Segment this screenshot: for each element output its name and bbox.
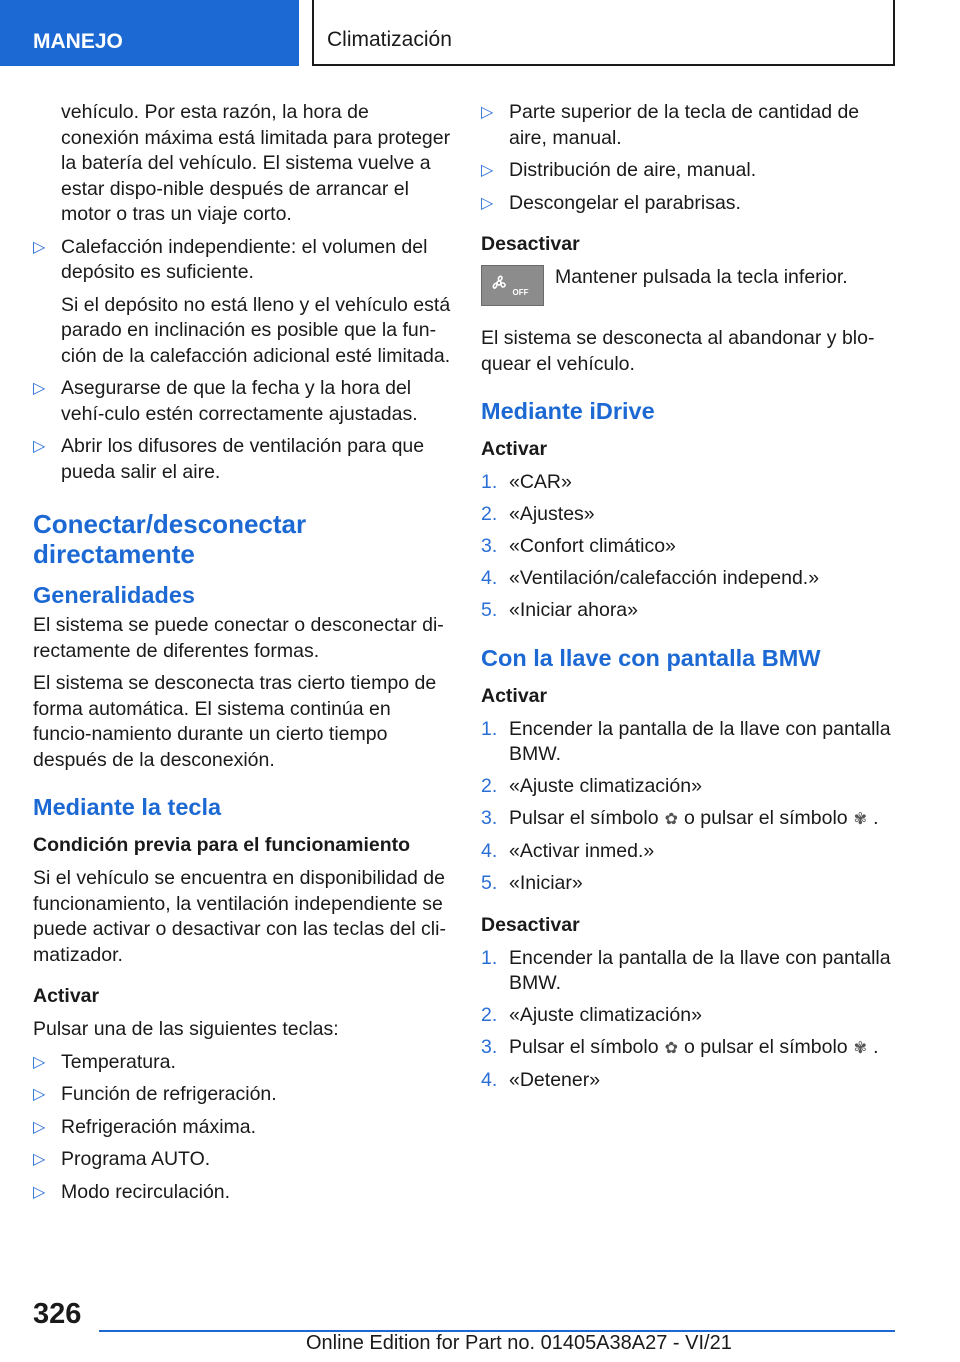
fan-heat-icon: ✾ [853,1040,868,1057]
list-item: ▷ Asegurarse de que la fecha y la hora del vehí-culo estén correctamente ajustadas. [33,377,418,425]
general-paragraph-1: El sistema se puede conectar o desconectar di-rectamente de diferentes formas. [33,614,444,662]
list-item: ▷ Distribución de aire, manual. [481,158,901,184]
right-column [481,100,901,1100]
list-item: ▷ Descongelar el parabrisas. [481,191,901,217]
list-item: 2. «Ajustes» [481,503,595,525]
heading-idrive: Mediante iDrive [481,398,655,424]
list-item: ▷ Refrigeración máxima. [33,1115,451,1141]
heading-idrive-activate: Activar [481,438,548,460]
left-column [33,100,451,1212]
fan-icon: ✿ [664,1040,678,1057]
triangle-bullet-icon: ▷ [33,380,46,397]
heading-activate: Activar [33,985,100,1007]
section-tab: MANEJO [0,0,299,66]
deactivate-key-text: Mantener pulsada la tecla inferior. [555,266,848,288]
triangle-bullet-icon: ▷ [33,1053,46,1071]
list-item: ▷ Modo recirculación. [33,1180,451,1206]
deactivate-key-row [481,265,901,306]
heading-bmw-key: Con la llave con pantalla BMW [481,644,821,671]
chapter-title: Climatización [312,0,895,66]
heading-bmw-deactivate: Desactivar [481,913,580,936]
page-number: 326 [33,1298,82,1330]
heading-deactivate: Desactivar [481,233,580,255]
list-item: 5. «Iniciar ahora» [481,599,638,621]
list-item: 2. «Ajuste climatización» [481,1004,702,1026]
list-item: 1. Encender la pantalla de la llave con pantalla BMW. [481,946,891,994]
list-item: 1. «CAR» [481,471,572,493]
key-off-label: OFF [512,287,529,297]
triangle-bullet-icon: ▷ [481,104,494,121]
list-item: 3. Pulsar el símbolo ✿ o pulsar el símbolo ✾ . [481,1035,901,1062]
list-item: ▷ Función de refrigeración. [33,1082,451,1108]
triangle-bullet-icon: ▷ [33,1183,46,1201]
list-item: 2. «Ajuste climatización» [481,775,702,797]
triangle-bullet-icon: ▷ [33,1086,46,1103]
list-item: ▷ Temperatura. [33,1050,451,1076]
triangle-bullet-icon: ▷ [33,238,46,256]
list-item: ▷ Calefacción independiente: el volumen del depósito es suficiente. [33,235,428,283]
list-item: ▷ Abrir los difusores de ventilación para que pueda salir el aire. [33,435,425,483]
list-item: 4. «Detener» [481,1069,601,1091]
fan-heat-icon: ✾ [853,811,868,828]
list-item: ▷ Parte superior de la tecla de cantidad de aire, manual. [481,101,860,149]
triangle-bullet-icon: ▷ [481,194,494,212]
bullet-note: Si el depósito no está lleno y el vehículo está parado en inclinación es posible que la fun-ción de la calefacción adicional esté limitada. [61,293,451,367]
list-item: 3. Pulsar el símbolo ✿ o pulsar el símbolo ✾ . [481,806,901,833]
intro-paragraph: vehículo. Por esta razón, la hora de conexión máxima está limitada para proteger la batería del vehículo. El sistema vuelve a estar dispo-nible después de arrancar el motor o tras un viaje corto. [61,101,451,225]
triangle-bullet-icon: ▷ [33,1118,46,1136]
list-item: 4. «Ventilación/calefacción independ.» [481,567,820,589]
list-item: 1. Encender la pantalla de la llave con pantalla BMW. [481,717,891,765]
fan-icon: ✿ [664,811,678,828]
heading-key: Mediante la tecla [33,794,222,820]
general-paragraph-2: El sistema se desconecta tras cierto tiempo de forma automática. El sistema continúa en funcio-namiento durante un cierto tiempo después de la desconexión. [33,672,437,771]
list-item: 5. «Iniciar» [481,872,583,894]
heading-bmw-activate: Activar [481,684,548,707]
activate-paragraph: Pulsar una de las siguientes teclas: [33,1018,339,1040]
triangle-bullet-icon: ▷ [33,438,46,455]
heading-connect: Conectar/desconectar directamente [33,509,307,569]
list-item: 3. «Confort climático» [481,535,676,557]
fan-off-key-icon [481,265,544,306]
deactivate-paragraph: El sistema se desconecta al abandonar y blo-quear el vehículo. [481,327,875,375]
list-item: ▷ Programa AUTO. [33,1147,451,1173]
condition-paragraph: Si el vehículo se encuentra en disponibilidad de funcionamiento, la ventilación independiente se puede activar o desactivar con las teclas del cli-matizador. [33,867,446,966]
triangle-bullet-icon: ▷ [33,1151,46,1168]
footer-edition: Online Edition for Part no. 01405A38A27 - VI/21 [306,1332,732,1354]
heading-condition: Condición previa para el funcionamiento [33,834,411,856]
heading-general: Generalidades [33,582,195,608]
triangle-bullet-icon: ▷ [481,162,494,179]
list-item: 4. «Activar inmed.» [481,840,655,862]
